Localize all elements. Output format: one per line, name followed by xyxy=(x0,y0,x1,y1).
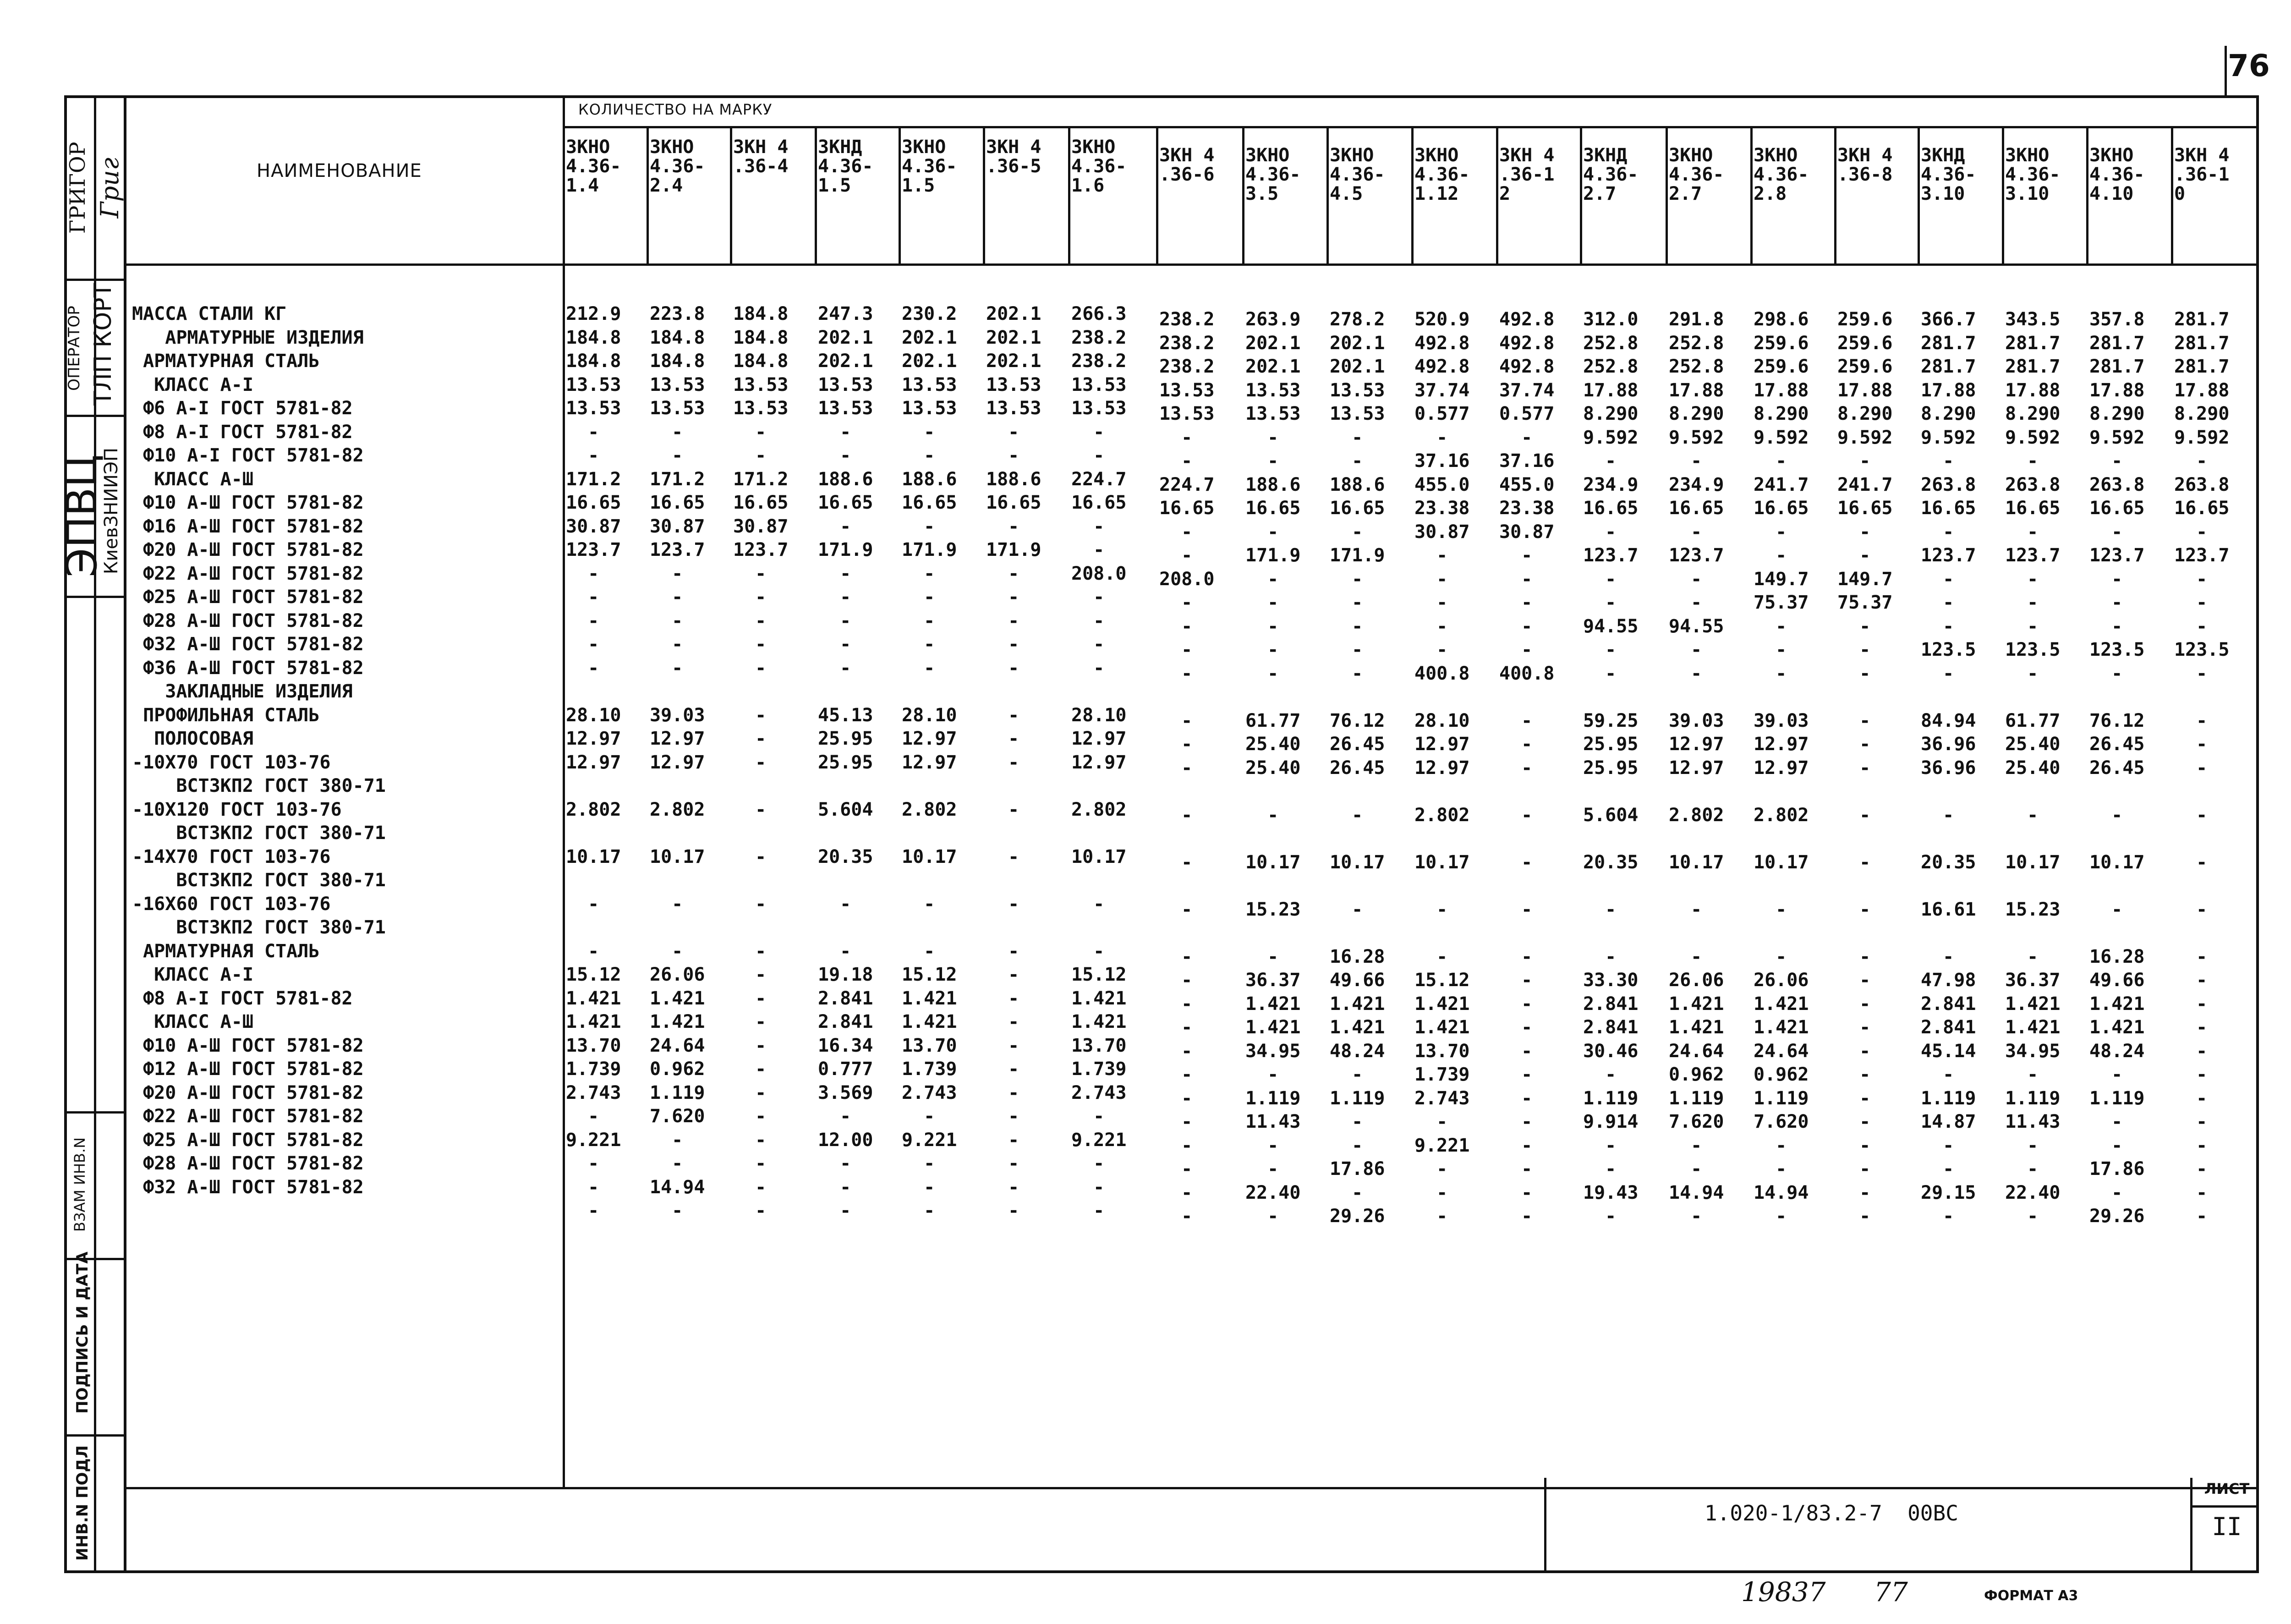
column-header: 3КНО 4.36- 3.5 xyxy=(1245,145,1301,204)
column-header: 3КНО 4.36- 2.7 xyxy=(1669,145,1724,204)
column-header: 3КН 4 .36-8 xyxy=(1837,145,1893,185)
name-column-header: НАИМЕНОВАНИЕ xyxy=(257,160,422,181)
data-column: 230.2 202.1 202.1 13.53 13.53 - - 188.6 16.65 - 171.9 - - - - - 28.10 12.97 12.97 2.802 10.17 - - 15.12 1.421 1.421 13.70 1.739 2.743 - 9.221 - - - xyxy=(902,303,957,1221)
data-column: 281.7 281.7 281.7 17.88 8.290 9.592 - 263.8 16.65 - 123.7 - - - 123.5 - - - - - - - - - - - - - - - - - - - xyxy=(2174,309,2230,1227)
data-column: 266.3 238.2 238.2 13.53 13.53 - - 224.7 16.65 - - 208.0 - - - - 28.10 12.97 12.97 2.802 10.17 - - 15.12 1.421 1.421 13.70 1.739 2.743 - 9.221 - - - xyxy=(1071,303,1127,1221)
sidebar-podpis-data: ПОДПИСЬ И ДАТА xyxy=(73,1251,92,1414)
column-header-divider xyxy=(2002,126,2004,263)
name-column-divider xyxy=(563,95,565,1488)
data-column: 312.0 252.8 252.8 17.88 8.290 9.592 - 234.9 16.65 - 123.7 - - 94.55 - - 59.25 25.95 25.95 5.604 20.35 - - 33.30 2.841 2.841 30.46 - 1.119 9.914 - - 19.43 - xyxy=(1583,309,1639,1227)
data-column: 343.5 281.7 281.7 17.88 8.290 9.592 - 263.8 16.65 - 123.7 - - - 123.5 - 61.77 25.40 25.40 - 10.17 15.23 - 36.37 1.421 1.421 34.95 - 1.119 11.43 - - 22.40 - xyxy=(2005,309,2061,1227)
column-header-divider xyxy=(1326,126,1329,263)
column-header: 3КНО 4.36- 1.6 xyxy=(1071,137,1127,196)
footer-handwritten-number: 19837 xyxy=(1741,1576,1826,1608)
data-column: 223.8 184.8 184.8 13.53 13.53 - - 171.2 16.65 30.87 123.7 - - - - - 39.03 12.97 12.97 2.802 10.17 - - 26.06 1.421 1.421 24.64 0.962 1.119 7.620 - - 14.94 - xyxy=(650,303,705,1221)
footer-handwritten-copy: 77 xyxy=(1874,1576,1908,1608)
sheet-label: ЛИСТ xyxy=(2204,1480,2250,1498)
sidebar-epvts: ЭПВЦ xyxy=(57,455,106,577)
column-header-divider xyxy=(1666,126,1668,263)
column-header: 3КНО 4.36- 1.5 xyxy=(902,137,957,196)
column-header-divider xyxy=(1156,126,1158,263)
data-column: 357.8 281.7 281.7 17.88 8.290 9.592 - 263.8 16.65 - 123.7 - - - 123.5 - 76.12 26.45 26.45 - 10.17 - 16.28 49.66 1.421 1.421 48.24 - 1.119 - - 17.86 - 29.26 xyxy=(2089,309,2145,1227)
column-header: 3КН 4 .36-6 xyxy=(1159,145,1215,185)
title-block-divider xyxy=(1544,1478,1546,1573)
sidebar-inv-podl: ИНВ.N ПОДЛ xyxy=(73,1445,92,1561)
data-column: 263.9 202.1 202.1 13.53 13.53 - - 188.6 16.65 - 171.9 - - - - - 61.77 25.40 25.40 - 10.17 15.23 - 36.37 1.421 1.421 34.95 - 1.119 11.43 - - 22.40 - xyxy=(1245,309,1301,1227)
sidebar-operator: ОПЕРАТОР xyxy=(65,306,83,391)
column-header-divider xyxy=(1068,126,1070,263)
column-header: 3КНО 4.36- 1.12 xyxy=(1414,145,1470,204)
column-header-divider xyxy=(1750,126,1753,263)
sidebar-vzam-inv: ВЗАМ ИНВ.N xyxy=(71,1137,88,1232)
column-header: 3КНД 4.36- 3.10 xyxy=(1921,145,1976,204)
data-column: 259.6 259.6 259.6 17.88 8.290 9.592 - 241.7 16.65 - - 149.7 75.37 - - - - - - - - - - - - - - - - - - - - - xyxy=(1837,309,1893,1227)
column-header-divider xyxy=(1496,126,1498,263)
header-bottom-line xyxy=(124,263,2259,266)
column-header: 3КНО 4.36- 1.4 xyxy=(566,137,621,196)
column-header: 3КНД 4.36- 1.5 xyxy=(818,137,873,196)
column-header-divider xyxy=(983,126,985,263)
column-header-divider xyxy=(1834,126,1836,263)
column-header: 3КН 4 .36-1 2 xyxy=(1499,145,1555,204)
quantity-per-mark-label: КОЛИЧЕСТВО НА МАРКУ xyxy=(578,101,773,118)
column-header: 3КН 4 .36-1 0 xyxy=(2174,145,2230,204)
column-header-divider xyxy=(1411,126,1414,263)
column-header-divider xyxy=(2086,126,2088,263)
sheet-number: II xyxy=(2212,1512,2242,1541)
data-column: 298.6 259.6 259.6 17.88 8.290 9.592 - 241.7 16.65 - - 149.7 75.37 - - - 39.03 12.97 12.97 2.802 10.17 - - 26.06 1.421 1.421 24.64 0.962 1.119 7.620 - - 14.94 - xyxy=(1754,309,1809,1227)
data-column: 366.7 281.7 281.7 17.88 8.290 9.592 - 263.8 16.65 - 123.7 - - - 123.5 - 84.94 36.96 36.96 - 20.35 16.61 - 47.98 2.841 2.841 45.14 - 1.119 14.87 - - 29.15 - xyxy=(1921,309,1976,1227)
column-header: 3КНО 4.36- 4.5 xyxy=(1330,145,1385,204)
sidebar-tlp-kort: ТЛП КОРТ xyxy=(89,283,117,406)
data-column: 492.8 492.8 492.8 37.74 0.577 - 37.16 455.0 23.38 30.87 - - - - - 400.8 - - - - - - - - - - - - - - - - - - xyxy=(1499,309,1555,1227)
data-column: 278.2 202.1 202.1 13.53 13.53 - - 188.6 16.65 - 171.9 - - - - - 76.12 26.45 26.45 - 10.17 - 16.28 49.66 1.421 1.421 48.24 - 1.119 - - 17.86 - 29.26 xyxy=(1330,309,1385,1227)
column-header-divider xyxy=(1580,126,1582,263)
page-number: 76 xyxy=(2228,48,2270,83)
column-header: 3КН 4 .36-5 xyxy=(986,137,1041,177)
data-column: 202.1 202.1 202.1 13.53 13.53 - - 188.6 16.65 - 171.9 - - - - - - - - - - - - - - - - - - - - - - - xyxy=(986,303,1041,1221)
column-header-divider xyxy=(2171,126,2173,263)
data-column: 238.2 238.2 238.2 13.53 13.53 - - 224.7 16.65 - - 208.0 - - - - - - - - - - - - - - - - - - - - - - xyxy=(1159,309,1215,1227)
column-header: 3КН 4 .36-4 xyxy=(733,137,789,177)
data-column: 184.8 184.8 184.8 13.53 13.53 - - 171.2 16.65 30.87 123.7 - - - - - - - - - - - - - - - - - - - - - - - xyxy=(733,303,789,1221)
column-header-divider xyxy=(730,126,732,263)
data-column: 212.9 184.8 184.8 13.53 13.53 - - 171.2 16.65 30.87 123.7 - - - - - 28.10 12.97 12.97 2.802 10.17 - - 15.12 1.421 1.421 13.70 1.739 2.743 - 9.221 - - - xyxy=(566,303,621,1221)
data-column: 520.9 492.8 492.8 37.74 0.577 - 37.16 455.0 23.38 30.87 - - - - - 400.8 28.10 12.97 12.97 2.802 10.17 - - 15.12 1.421 1.421 13.70 1.739 2.743 - 9.221 - - - xyxy=(1414,309,1470,1227)
column-header: 3КНД 4.36- 2.7 xyxy=(1583,145,1639,204)
column-header: 3КНО 4.36- 3.10 xyxy=(2005,145,2061,204)
sheet-box-line xyxy=(2190,1505,2259,1508)
column-header: 3КНО 4.36- 2.4 xyxy=(650,137,705,196)
data-column: 247.3 202.1 202.1 13.53 13.53 - - 188.6 16.65 - 171.9 - - - - - 45.13 25.95 25.95 5.604 20.35 - - 19.18 2.841 2.841 16.34 0.777 3.569 - 12.00 - - - xyxy=(818,303,873,1221)
data-column: 291.8 252.8 252.8 17.88 8.290 9.592 - 234.9 16.65 - 123.7 - - 94.55 - - 39.03 12.97 12.97 2.802 10.17 - - 26.06 1.421 1.421 24.64 0.962 1.119 7.620 - - 14.94 - xyxy=(1669,309,1724,1227)
column-header-divider xyxy=(1918,126,1920,263)
column-header-divider xyxy=(647,126,649,263)
title-block-top-line xyxy=(124,1487,2259,1489)
column-header: 3КНО 4.36- 2.8 xyxy=(1754,145,1809,204)
sidebar-grigor: ГРИГОР xyxy=(65,142,90,234)
column-header-divider xyxy=(899,126,901,263)
drawing-designation: 1.020-1/83.2-7 00ВС xyxy=(1705,1501,1958,1525)
row-names: МАССА СТАЛИ КГ АРМАТУРНЫЕ ИЗДЕЛИЯ АРМАТУРНАЯ СТАЛЬ КЛАСС А-I Ф6 А-I ГОСТ 5781-82 Ф8 А-I ГОСТ 5781-82 Ф10 А-I ГОСТ 5781-82 КЛАСС А-Ш Ф10 А-Ш ГОСТ 5781-82 Ф16 А-Ш ГОСТ 5781-82 Ф20 А-Ш ГОСТ 5781-82 Ф22 А-Ш ГОСТ 5781-82 Ф25 А-Ш ГОСТ 5781-82 Ф28 А-Ш ГОСТ 5781-82 Ф32 А-Ш ГОСТ 5781-82 Ф36 А-Ш ГОСТ 5781-82 ЗАКЛАДНЫЕ ИЗДЕЛИЯ ПРОФИЛЬНАЯ СТАЛЬ ПОЛОСОВАЯ -10Х70 ГОСТ 103-76 ВСТ3КП2 ГОСТ 380-71 -10Х120 ГОСТ 103-76 ВСТ3КП2 ГОСТ 380-71 -14Х70 ГОСТ 103-76 ВСТ3КП2 ГОСТ 380-71 -16Х60 ГОСТ 103-76 ВСТ3КП2 ГОСТ 380-71 АРМАТУРНАЯ СТАЛЬ КЛАСС А-I Ф8 А-I ГОСТ 5781-82 КЛАСС А-Ш Ф10 А-Ш ГОСТ 5781-82 Ф12 А-Ш ГОСТ 5781-82 Ф20 А-Ш ГОСТ 5781-82 Ф22 А-Ш ГОСТ 5781-82 Ф25 А-Ш ГОСТ 5781-82 Ф28 А-Ш ГОСТ 5781-82 Ф32 А-Ш ГОСТ 5781-82 xyxy=(132,303,386,1198)
sheet-box-divider xyxy=(2190,1478,2192,1573)
footer-format: ФОРМАТ А3 xyxy=(1984,1588,2078,1604)
column-header-divider xyxy=(1242,126,1244,263)
column-header-divider xyxy=(815,126,817,263)
sidebar-grigor-signature: Григ xyxy=(95,157,124,219)
column-header: 3КНО 4.36- 4.10 xyxy=(2089,145,2145,204)
sidebar-kievzniiep: КиевЗНИИЭП xyxy=(101,447,122,575)
